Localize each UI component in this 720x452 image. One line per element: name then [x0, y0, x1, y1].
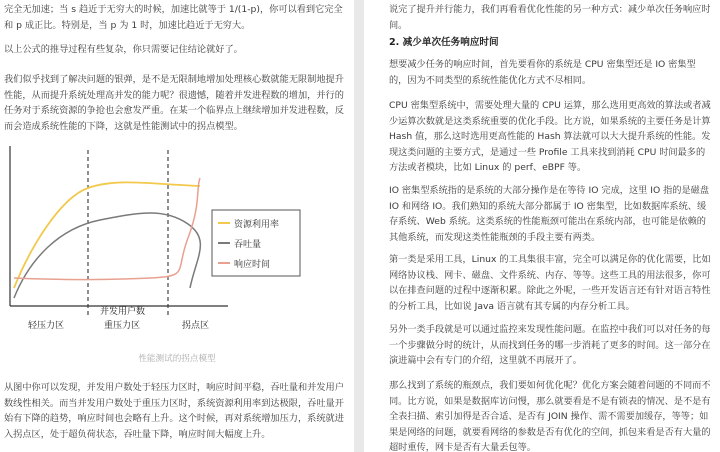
curve-throughput: [14, 213, 200, 298]
page-divider: [354, 0, 364, 452]
paragraph-monitoring: 另外一类手段就是可以通过监控来发现性能问题。在监控中我们可以对任务的每一个步骤做分时的统计，从而找到任务的哪一步消耗了更多的时间。这一部分在演进篇中会有专门的介绍，这里就不再展开了。: [389, 324, 711, 366]
figure-caption: 性能测试的拐点模型: [138, 354, 216, 364]
paragraph-speedup: 完全无加速；当 s 趋近于无穷大的时候，加速比就等于 1/(1-p)，你可以看到它完全和 p 成正比。特别是，当 p 为 1 时，加速比趋近于无穷大。: [4, 4, 343, 31]
zone-label-concurrent-users: 并发用户数: [100, 307, 146, 317]
paragraph-cpu-bound: CPU 密集型系统中，需要处理大量的 CPU 运算，那么选用更高效的算法或者减少运算次数就是这类系统重要的优化手段。比方说，如果系统的主要任务是计算 Hash 值，那么这时选用更高性能的 Hash 算法就可以大大提升系统的性能。发现这类问题的主要方式，是通过一些 Profile 工具来找到消耗 CPU 时间最多的方法或者模块，比如 Linux 的 perf、eBPF 等。: [389, 100, 711, 173]
right-page: [364, 0, 720, 452]
zone-label-heavy: 重压力区: [104, 321, 141, 331]
knee-model-figure: [0, 138, 354, 348]
legend-resource: 资源利用率: [234, 220, 280, 230]
paragraph-knee-explanation: 从图中你可以发现，并发用户数处于轻压力区时，响应时间平稳，吞吐量和并发用户数线性相关。而当并发用户数处于重压力区时，系统资源利用率到达极限，吞吐量开始有下降的趋势，响应时间也会略有上升。这个时候，再对系统增加压力，系统就进入拐点区，处于超负荷状态，吞吐量下降，响应时间大幅度上升。: [4, 382, 344, 440]
paragraph-tools: 第一类是采用工具，Linux 的工具集很丰富，完全可以满足你的优化需要，比如网络协议栈、网卡、磁盘、文件系统、内存、等等。这些工具的用法很多，你可以在排查问题的过程中逐渐积累。除此之外呢，一些开发语言还有针对语言特性的分析工具，比如说 Java 语言就有其专属的内存分析工具。: [389, 254, 711, 312]
paragraph-cpu-or-io: 想要减少任务的响应时间，首先要看你的系统是 CPU 密集型还是 IO 密集型的，因为不同类型的系统性能优化方式不尽相同。: [389, 59, 696, 86]
section-heading: 2. 减少单次任务响应时间: [389, 37, 499, 48]
zone-label-knee: 拐点区: [182, 321, 210, 331]
curve-resource: [14, 182, 200, 288]
curve-response: [14, 178, 200, 280]
zone-label-light: 轻压力区: [28, 321, 65, 331]
paragraph-silver-bullet: 我们似乎找到了解决问题的银弹，是不是无限制地增加处理核心数就能无限制地提升性能，从而提升系统处理高并发的能力呢？很遗憾，随着并发进程数的增加，并行的任务对于系统资源的争抢也会愈发严重。在某一个临界点上继续增加并发进程数，反而会造成系统性能的下降，这就是性能测试中的拐点模型。: [4, 74, 344, 132]
left-page: [0, 0, 354, 452]
paragraph-formula-note: 以上公式的推导过程有些复杂，你只需要记住结论就好了。: [4, 44, 243, 55]
paragraph-optimization: 那么找到了系统的瓶颈点，我们要如何优化呢？优化方案会随着问题的不同而不同。比方说，如果是数据库访问慢，那么就要看是不是有锁表的情况、是不是有全表扫描、索引加得是否合适、是否有 JOIN 操作、需不需要加缓存，等等；如果是网络的问题，就要看网络的参数是否有优化的空间，抓包来看是否有大量的超时重传，网卡是否有大量丢包等。: [389, 380, 711, 452]
legend-throughput: 吞吐量: [234, 240, 262, 250]
paragraph-transition: 说完了提升并行能力，我们再看看优化性能的另一种方式：减少单次任务响应时间。: [389, 4, 711, 31]
paragraph-io-bound: IO 密集型系统指的是系统的大部分操作是在等待 IO 完成，这里 IO 指的是磁盘 IO 和网络 IO。我们熟知的系统大部分都属于 IO 密集型，比如数据库系统、缓存系统、Web 系统。这类系统的性能瓶颈可能出在系统内部，也可能是依赖的其他系统，而发现这类性能瓶颈的手段主要有两类。: [389, 185, 710, 243]
legend-response: 响应时间: [234, 260, 271, 270]
